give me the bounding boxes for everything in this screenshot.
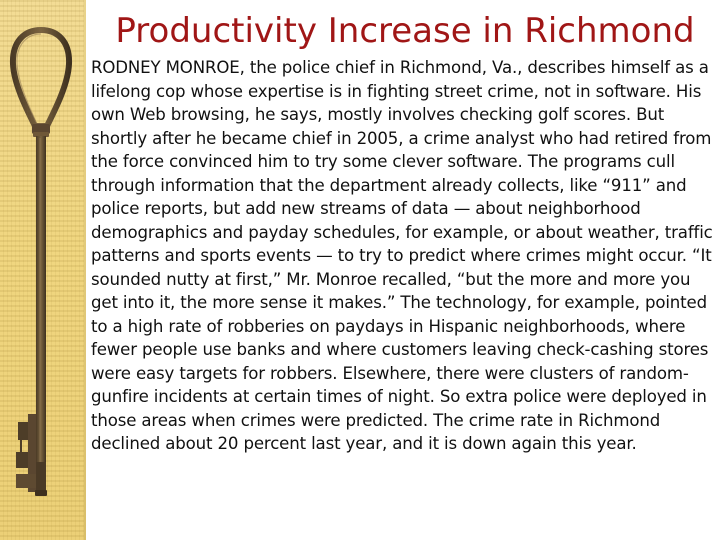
sidebar-edge xyxy=(84,0,86,540)
skeleton-key-icon xyxy=(4,22,78,522)
slide-body-text: RODNEY MONROE, the police chief in Richmond, Va., describes himself as a lifelong cop whose expertise is in fighting street crime, not in software. His own Web browsing, he says, mostly involves checking golf scores. But shortly after he became chief in 2005, a crime analyst who had retired from the force convinced him to try some clever software. The programs cull through information that the department already collects, like “911” and police reports, but add new streams of data — about neighborhood demographics and payday schedules, for example, or about weather, traffic patterns and sports events — to try to predict where crimes might occur. “It sounded nutty at first,” Mr. Monroe recalled, “but the more and more you get into it, the more sense it makes.” The technology, for example, pointed to a high rate of robberies on paydays in Hispanic neighborhoods, where fewer people use banks and where customers leaving check-cashing stores were easy targets for robbers. Elsewhere, there were clusters of random-gunfire incidents at certain times of night. So extra police were deployed in those areas when crimes were predicted. The crime rate in Richmond declined about 20 percent last year, and it is down again this year. xyxy=(91,58,713,453)
slide-title: Productivity Increase in Richmond xyxy=(115,11,695,51)
